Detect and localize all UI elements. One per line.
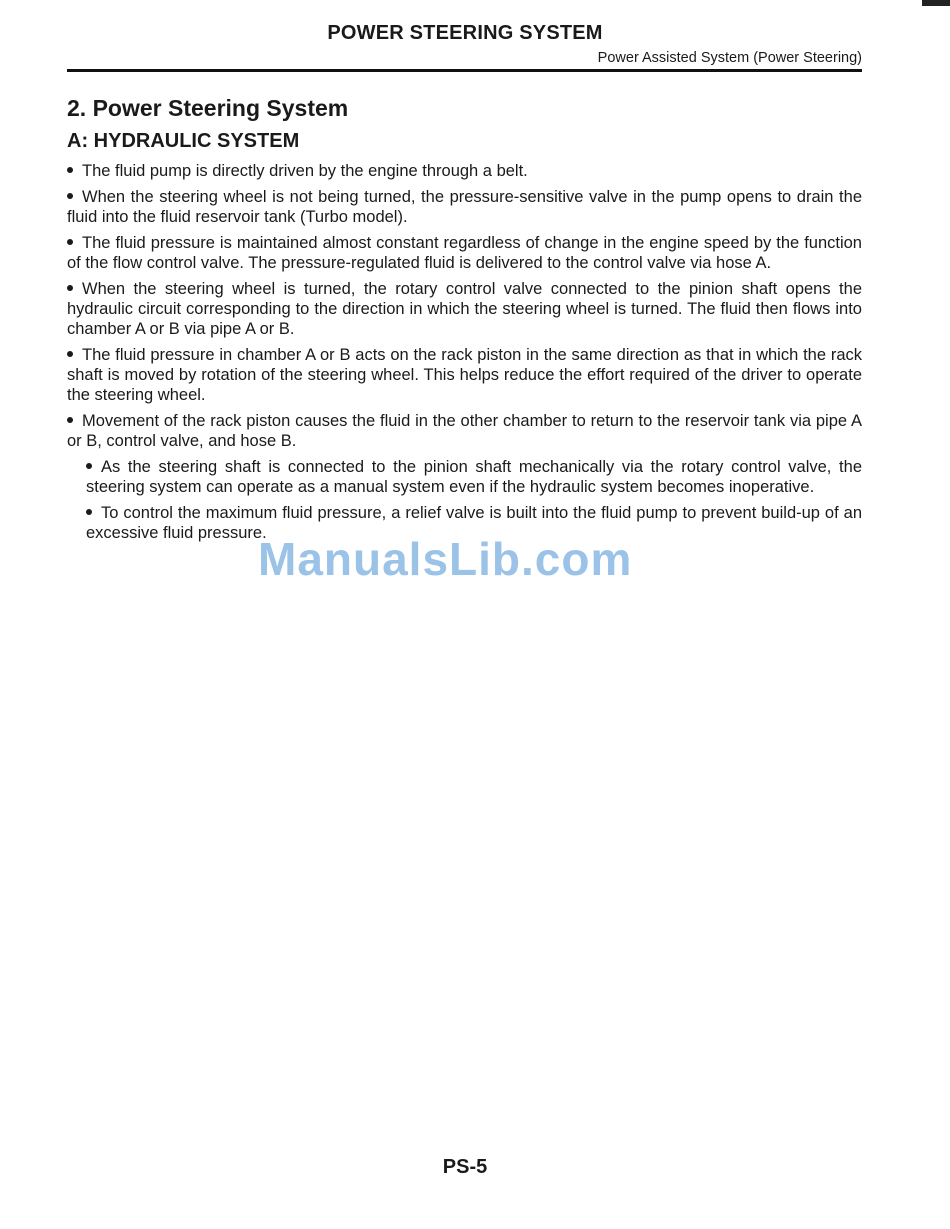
corner-registration-mark bbox=[922, 0, 950, 6]
bullet-icon bbox=[86, 509, 92, 515]
paragraph-text: As the steering shaft is connected to the pinion shaft mechanically via the rotary control valve, the steering system can operate as a manual system even if the hydraulic system becomes inoperative. bbox=[86, 458, 862, 496]
bullet-paragraph bbox=[67, 411, 862, 451]
subsection-title: A: HYDRAULIC SYSTEM bbox=[67, 130, 300, 152]
sub-bullet-paragraph bbox=[86, 503, 862, 543]
bullet-paragraph bbox=[67, 345, 862, 405]
header-title: POWER STEERING SYSTEM bbox=[327, 22, 603, 44]
bullet-paragraph bbox=[67, 279, 862, 339]
paragraph-text: When the steering wheel is not being turned, the pressure-sensitive valve in the pump opens to drain the fluid into the fluid reservoir tank (Turbo model). bbox=[67, 188, 862, 226]
paragraph-text: The fluid pressure in chamber A or B acts on the rack piston in the same direction as that in which the rack shaft is moved by rotation of the steering wheel. This helps reduce the effort required of the driver to operate the steering wheel. bbox=[67, 346, 862, 404]
paragraph-text: The fluid pump is directly driven by the engine through a belt. bbox=[82, 162, 528, 180]
body-content bbox=[67, 161, 862, 549]
watermark: ManualsLib.com bbox=[258, 533, 633, 585]
header-subtitle: Power Assisted System (Power Steering) bbox=[597, 50, 862, 66]
page-number: PS-5 bbox=[442, 1156, 488, 1178]
bullet-paragraph bbox=[67, 187, 862, 227]
paragraph-text: Movement of the rack piston causes the fluid in the other chamber to return to the reservoir tank via pipe A or B, control valve, and hose B. bbox=[67, 412, 862, 450]
bullet-icon bbox=[67, 167, 73, 173]
paragraph-text: To control the maximum fluid pressure, a relief valve is built into the fluid pump to prevent build-up of an excessive fluid pressure. bbox=[86, 504, 862, 542]
paragraph-text: The fluid pressure is maintained almost constant regardless of change in the engine speed by the function of the flow control valve. The pressure-regulated fluid is delivered to the control valve via hose A. bbox=[67, 234, 862, 272]
bullet-icon bbox=[86, 463, 92, 469]
bullet-icon bbox=[67, 351, 73, 357]
bullet-icon bbox=[67, 285, 73, 291]
bullet-icon bbox=[67, 239, 73, 245]
bullet-paragraph bbox=[67, 233, 862, 273]
sub-bullet-paragraph bbox=[86, 457, 862, 497]
paragraph-text: When the steering wheel is turned, the rotary control valve connected to the pinion shaft opens the hydraulic circuit corresponding to the direction in which the steering wheel is turned. The fluid then flows into chamber A or B via pipe A or B. bbox=[67, 280, 862, 338]
bullet-icon bbox=[67, 417, 73, 423]
section-title: 2. Power Steering System bbox=[67, 95, 349, 121]
bullet-paragraph bbox=[67, 161, 862, 181]
header-rule bbox=[67, 69, 862, 72]
bullet-icon bbox=[67, 193, 73, 199]
